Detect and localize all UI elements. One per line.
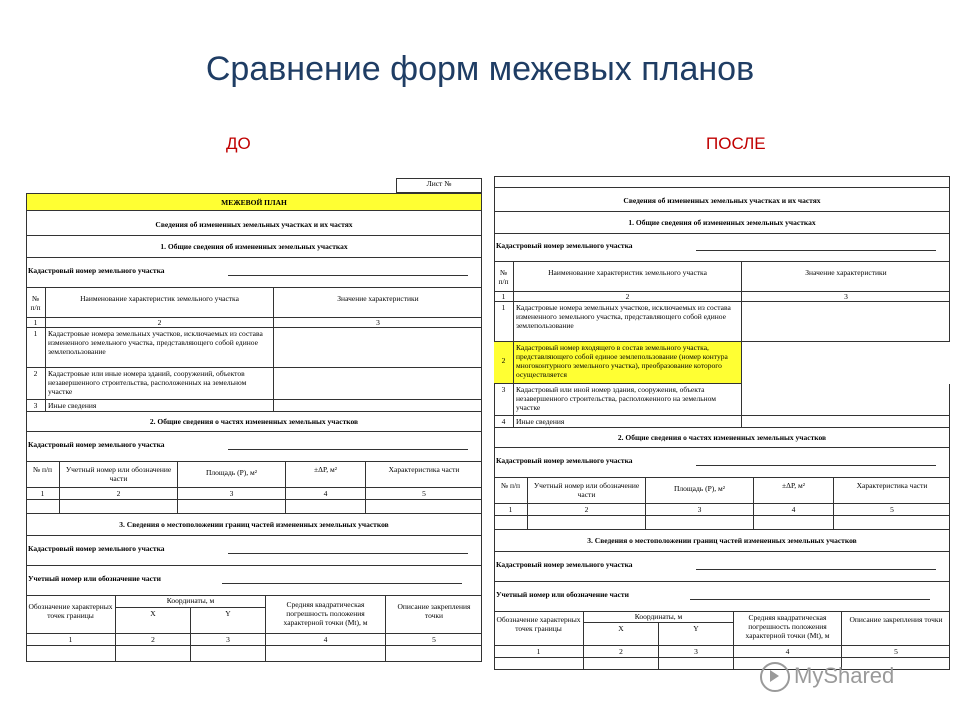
col-value-header: Значение характеристики [337,294,419,303]
cadastral-input-line [228,553,468,554]
before-t1-index [26,318,482,328]
col-value-header: Значение характеристики [805,268,887,277]
table-row [26,328,482,368]
empty-cell [646,516,754,530]
t3-col-header: Обозначение характерных точек границы [26,596,116,634]
row-text: Кадастровые или иные номера зданий, сооружений, объектов незавершенного строительства, расположенных на земельном участке [46,368,274,400]
idx-cell: 1 [494,504,528,516]
idx-cell: 1 [26,488,60,500]
empty-cell [116,646,191,662]
empty-cell [191,646,266,662]
row-value [742,384,950,416]
col-num-header: № п/п [494,262,514,292]
row-number: 1 [26,328,46,368]
before-t1-header [26,288,482,318]
t3-coords-header: Координаты, м [116,596,266,608]
row-number: 2 [26,368,46,400]
idx-cell: 3 [376,318,380,327]
after-t3-index [494,646,950,658]
idx-cell: 3 [844,292,848,301]
t3-y-header: Y [659,623,734,646]
t3-col-header: Описание закрепления точки [397,602,471,620]
after-cadastral3-row [494,552,950,582]
part-number-input-line [222,583,462,584]
row-text: Иные сведения [46,400,274,412]
empty-cell [26,646,116,662]
idx-cell: 4 [266,634,386,646]
table-row [494,516,950,530]
after-cadastral-row [494,234,950,262]
t3-col-header: Обозначение характерных точек границы [494,612,584,646]
row-text: Иные сведения [514,416,742,428]
t2-col-header: Учетный номер или обозначение части [528,478,646,504]
empty-cell [60,500,178,514]
idx-cell: 3 [178,488,286,500]
after-s3-title: 3. Сведения о местоположении границ частей измененных земельных участков [494,530,950,552]
after-blank-row [494,176,950,188]
empty-cell [494,658,584,670]
row-number: 3 [26,400,46,412]
row-text: Кадастровые номера земельных участков, исключаемых из состава измененного земельного участка, представляющего собой единое землепользование [514,302,742,342]
t2-col-header: ±ΔР, м² [754,478,834,504]
idx-cell: 2 [584,646,659,658]
idx-cell: 1 [26,634,116,646]
row-text: Кадастровый номер входящего в состав земельного участка, представляющего собой единое землепользование (номер контура многоконтурного земельного участка), преобразование которого осуществляется [514,342,742,384]
after-s1-title: 1. Общие сведения об измененных земельных участках [494,212,950,234]
after-part-row [494,582,950,612]
table-row [26,500,482,514]
table-row [494,384,950,416]
after-t2-header [494,478,950,504]
row-number: 4 [494,416,514,428]
play-logo-icon [760,662,790,692]
row-value [274,328,482,368]
row-value [742,416,950,428]
t2-col-header: № п/п [494,478,528,504]
idx-cell: 4 [754,504,834,516]
t3-col-header: Средняя квадратическая погрешность положения характерной точки (Mt), м [734,612,842,646]
after-t1-index [494,292,950,302]
before-t2-header [26,462,482,488]
table-row [26,646,482,662]
part-number-label: Учетный номер или обозначение части [496,590,629,599]
table-row-highlighted [494,342,950,384]
col-num-header: № п/п [26,288,46,318]
after-t2-index [494,504,950,516]
idx-cell: 3 [646,504,754,516]
after-cadastral2-row [494,448,950,478]
table-row [494,302,950,342]
t3-coords-header: Координаты, м [584,612,734,623]
before-label: ДО [226,134,251,153]
cadastral-input-line [228,275,468,276]
empty-cell [266,646,386,662]
t3-y-header: Y [191,608,266,634]
after-t1-header [494,262,950,292]
idx-cell: 5 [422,489,426,498]
t2-col-header: ±ΔР, м² [286,462,366,488]
row-value [274,400,482,412]
t3-col-header: Средняя квадратическая погрешность положения характерной точки (Mt), м [266,596,386,634]
cadastral-label: Кадастровый номер земельного участка [496,456,633,465]
watermark [760,662,894,692]
col-name-header: Наименование характеристик земельного участка [46,288,274,318]
slide-title: Сравнение форм межевых планов [205,50,755,88]
idx-cell: 5 [894,647,898,656]
before-form-header: МЕЖЕВОЙ ПЛАН [26,193,482,211]
sheet-number-cell [396,178,482,193]
idx-cell: 2 [46,318,274,328]
after-t3-header [494,612,950,646]
idx-cell: 3 [191,634,266,646]
after-s2-title: 2. Общие сведения о частях измененных земельных участков [494,428,950,448]
row-number: 1 [494,302,514,342]
idx-cell: 2 [528,504,646,516]
idx-cell: 5 [890,505,894,514]
cadastral-label: Кадастровый номер земельного участка [496,241,633,250]
before-t2-index [26,488,482,500]
idx-cell: 1 [26,318,46,328]
row-value [742,342,950,384]
col-name-header: Наименование характеристик земельного участка [514,262,742,292]
cadastral-input-line [696,465,936,466]
t3-x-header: X [584,623,659,646]
t2-col-header: № п/п [26,462,60,488]
idx-cell: 2 [514,292,742,302]
row-text: Кадастровый или иной номер здания, сооружения, объекта незавершенного строительства, расположенного на земельном участке [514,384,742,416]
empty-cell [528,516,646,530]
cadastral-input-line [696,250,936,251]
t3-x-header: X [116,608,191,634]
part-number-label: Учетный номер или обозначение части [28,574,161,583]
after-section-title: Сведения об измененных земельных участках и их частях [494,188,950,212]
row-number: 3 [494,384,514,416]
empty-cell [584,658,659,670]
empty-cell [754,516,834,530]
before-form [26,178,482,662]
after-label: ПОСЛЕ [706,134,766,153]
empty-cell [286,500,366,514]
idx-cell: 2 [116,634,191,646]
idx-cell: 1 [494,646,584,658]
t2-col-header: Учетный номер или обозначение части [60,462,178,488]
idx-cell: 4 [286,488,366,500]
t2-col-header: Площадь (Р), м² [646,478,754,504]
before-part-row [26,566,482,596]
part-number-input-line [690,599,930,600]
idx-cell: 3 [659,646,734,658]
idx-cell: 1 [494,292,514,302]
row-value [742,302,950,342]
idx-cell: 2 [60,488,178,500]
row-value [274,368,482,400]
before-t3-index [26,634,482,646]
row-text: Кадастровые номера земельных участков, исключаемых из состава измененного земельного участка, представляющего собой единое землепользование [46,328,274,368]
t3-col-header: Описание закрепления точки [849,615,943,624]
before-s3-title: 3. Сведения о местоположении границ частей измененных земельных участков [26,514,482,536]
watermark-text: MyShared [794,662,895,688]
cadastral-label: Кадастровый номер земельного участка [496,560,633,569]
before-t3-header [26,596,482,634]
after-form [494,176,950,670]
before-s2-title: 2. Общие сведения о частях измененных земельных участков [26,412,482,432]
cadastral-label: Кадастровый номер земельного участка [28,544,165,553]
empty-cell [659,658,734,670]
table-row [26,400,482,412]
idx-cell: 4 [734,646,842,658]
t2-col-header: Площадь (Р), м² [178,462,286,488]
empty-cell [26,500,60,514]
idx-cell: 5 [432,635,436,644]
before-section-title: Сведения об измененных земельных участках и их частях [26,211,482,236]
table-row [494,416,950,428]
before-cadastral-row [26,258,482,288]
t2-col-header: Характеристика части [856,481,928,490]
before-cadastral3-row [26,536,482,566]
empty-cell [494,516,528,530]
cadastral-label: Кадастровый номер земельного участка [28,440,165,449]
before-s1-title: 1. Общие сведения об измененных земельных участках [26,236,482,258]
cadastral-input-line [228,449,468,450]
before-cadastral2-row [26,432,482,462]
cadastral-label: Кадастровый номер земельного участка [28,266,165,275]
sheet-number: Лист № [426,179,452,188]
row-number: 2 [494,342,514,384]
cadastral-input-line [696,569,936,570]
t2-col-header: Характеристика части [388,465,460,474]
empty-cell [178,500,286,514]
table-row [26,368,482,400]
